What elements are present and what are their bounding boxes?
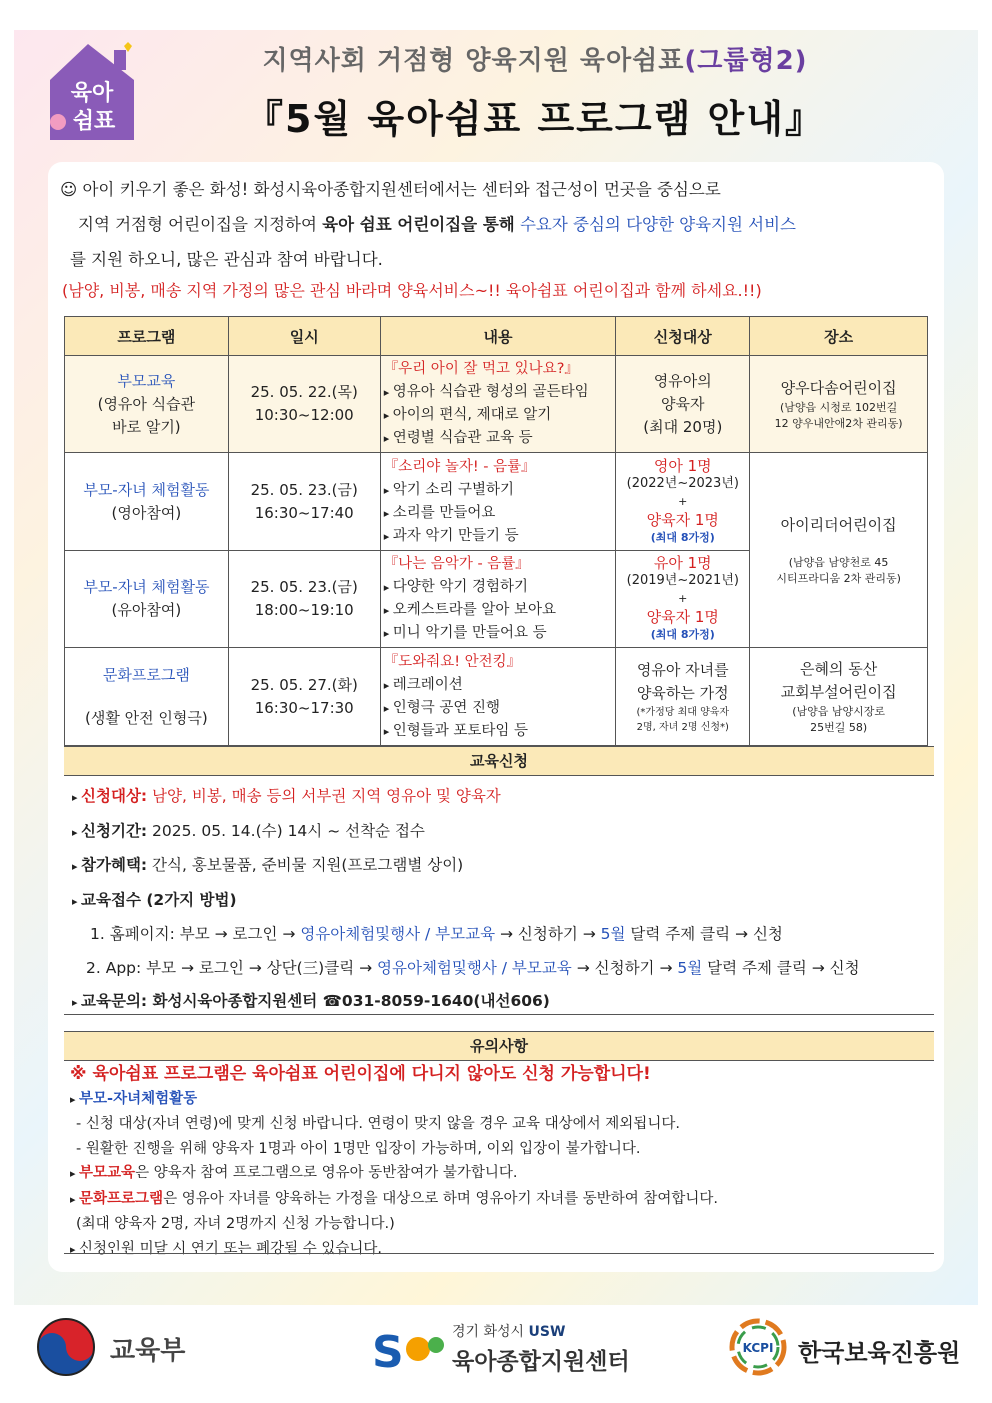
apply-web-steps: 1. 홈페이지: 부모 → 로그인 → 영유아체험및행사 / 부모교육 → 신청하기 → 5월 달력 주제 클릭 → 신청 xyxy=(90,925,783,943)
place-cell: 양우다솜어린이집 (남양읍 시청로 102번길 12 양우내안애2차 관리동) xyxy=(750,356,928,453)
date-cell: 25. 05. 23.(금) 16:30~17:40 xyxy=(228,453,380,551)
svg-text:S: S xyxy=(372,1327,404,1378)
content-cell: 『나는 음악가 - 음률』 ▸ 다양한 악기 경험하기 ▸ 오케스트라를 알아 보아요 ▸ 미니 악기를 만들어요 등 xyxy=(380,551,616,648)
th-date: 일시 xyxy=(228,317,380,356)
page-title: 『5월 육아쉼표 프로그램 안내』 xyxy=(245,97,825,141)
notes-section xyxy=(70,1062,930,1262)
target-cell: 영유아의 양육자 (최대 20명) xyxy=(616,356,750,453)
notes-line-5: (최대 양육자 2명, 자녀 2명까지 신청 가능합니다.) xyxy=(76,1216,395,1232)
program-table xyxy=(64,316,928,746)
apply-period: ▸ 신청기간: 2025. 05. 14.(수) 14시 ~ 선착순 접수 xyxy=(72,815,932,850)
target-cell: 영아 1명 (2022년~2023년) + 양육자 1명 (최대 8가정) xyxy=(616,453,750,551)
intro-line-3: 를 지원 하오니, 많은 관심과 참여 바랍니다. xyxy=(70,250,383,269)
target-cell: 유아 1명 (2019년~2021년) + 양육자 1명 (최대 8가정) xyxy=(616,551,750,648)
kcpi-badge-text: KCPI xyxy=(742,1341,774,1355)
kcpi-icon xyxy=(726,1315,790,1379)
taeguk-icon xyxy=(34,1315,98,1379)
intro-line-1: ☺ 아이 키우기 좋은 화성! 화성시육아종합지원센터에서는 센터와 접근성이 먼곳을 중심으로 xyxy=(60,180,721,199)
page-subtitle: 지역사회 거점형 양육지원 육아쉼표(그룹형2) xyxy=(262,46,808,76)
content-cell: 『도와줘요! 안전킹』 ▸ 레크레이션 ▸ 인형극 공연 진행 ▸ 인형들과 포토타임 등 xyxy=(380,648,616,746)
moe-text: 교육부 xyxy=(110,1336,186,1366)
th-place: 장소 xyxy=(750,317,928,356)
content-cell: 『소리야 놀자! - 음률』 ▸ 악기 소리 구별하기 ▸ 소리를 만들어요 ▸ 과자 악기 만들기 등 xyxy=(380,453,616,551)
target-cell: 영유아 자녀를 양육하는 가정 (*가정당 최대 양육자 2명, 자녀 2명 신청*) xyxy=(616,648,750,746)
date-cell: 25. 05. 22.(목) 10:30~12:00 xyxy=(228,356,380,453)
program-cell: 문화프로그램 (생활 안전 인형극) xyxy=(65,648,229,746)
notes-line-6: ▸ 신청인원 미달 시 연기 또는 폐강될 수 있습니다. xyxy=(70,1240,383,1257)
hwaseong-icon xyxy=(370,1315,450,1379)
hwaseong-small-text: 경기 화성시 USW xyxy=(452,1324,566,1340)
notes-line-3: ▸ 부모교육은 양육자 참여 프로그램으로 영유아 동반참여가 불가합니다. xyxy=(70,1165,518,1181)
th-content: 내용 xyxy=(380,317,616,356)
table-header-row xyxy=(65,317,928,356)
program-cell: 부모교육 (영유아 식습관 바로 알기) xyxy=(65,356,229,453)
logo-text-2: 쉼표 xyxy=(72,109,116,134)
th-program: 프로그램 xyxy=(65,317,229,356)
kcpi-text: 한국보육진흥원 xyxy=(798,1339,961,1367)
notes-subtitle: ▸ 부모-자녀체험활동 xyxy=(70,1090,198,1107)
footer-logos xyxy=(0,1310,992,1400)
apply-method: ▸ 교육접수 (2가지 방법) xyxy=(72,884,932,919)
notes-line-2: - 원활한 진행을 위해 양육자 1명과 아이 1명만 입장이 가능하며, 이외 입장이 불가합니다. xyxy=(76,1140,641,1157)
table-row xyxy=(65,648,928,746)
program-cell: 부모-자녀 체험활동 (유아참여) xyxy=(65,551,229,648)
intro-text xyxy=(60,172,940,277)
kcpi-logo xyxy=(726,1315,966,1385)
apply-target: ▸ 신청대상: 남양, 비봉, 매송 등의 서부권 지역 영유아 및 양육자 xyxy=(72,780,932,815)
content-cell: 『우리 아이 잘 먹고 있나요?』 ▸ 영유아 식습관 형성의 골든타임 ▸ 아이의 편식, 제대로 알기 ▸ 연령별 식습관 교육 등 xyxy=(380,356,616,453)
apply-contact: ▸ 교육문의: 화성시육아종합지원센터 ☎031-8059-1640(내선606) xyxy=(72,985,932,1020)
yuka-swimpyo-logo xyxy=(44,40,140,145)
hwaseong-big-text: 육아종합지원센터 xyxy=(452,1349,630,1375)
notes-heading: 유의사항 xyxy=(64,1031,934,1061)
hwaseong-center-logo xyxy=(370,1315,630,1385)
apply-heading: 교육신청 xyxy=(64,746,934,776)
apply-section xyxy=(72,780,932,1020)
notes-line-4: ▸ 문화프로그램은 영유아 자녀를 양육하는 가정을 대상으로 하며 영유아기 자녀를 동반하여 참여합니다. xyxy=(70,1190,719,1207)
intro-note: (남양, 비봉, 매송 지역 가정의 많은 관심 바라며 양육서비스~!! 육아쉼표 어린이집과 함께 하세요.!!) xyxy=(62,281,762,300)
apply-benefit: ▸ 참가혜택: 간식, 홍보물품, 준비물 지원(프로그램별 상이) xyxy=(72,849,932,884)
date-cell: 25. 05. 23.(금) 18:00~19:10 xyxy=(228,551,380,648)
intro-line-2: 지역 거점형 어린이집을 지정하여 육아 쉼표 어린이집을 통해 수요자 중심의 다양한 양육지원 서비스 xyxy=(78,215,796,234)
moe-logo xyxy=(34,1315,214,1385)
notes-main: ※ 육아쉼표 프로그램은 육아쉼표 어린이집에 다니지 않아도 신청 가능합니다! xyxy=(70,1064,651,1084)
place-cell-shared: 아이리더어린이집 (남양읍 남양천로 45 시티프라디움 2차 관리동) xyxy=(750,453,928,648)
table-row xyxy=(65,356,928,453)
divider xyxy=(64,1253,934,1254)
apply-app-steps: 2. App: 부모 → 로그인 → 상단(三)클릭 → 영유아체험및행사 / 부모교육 → 신청하기 → 5월 달력 주제 클릭 → 신청 xyxy=(86,958,860,977)
th-target: 신청대상 xyxy=(616,317,750,356)
program-cell: 부모-자녀 체험활동 (영아참여) xyxy=(65,453,229,551)
divider xyxy=(64,1014,934,1015)
notes-line-1: - 신청 대상(자녀 연령)에 맞게 신청 바랍니다. 연령이 맞지 않을 경우 교육 대상에서 제외됩니다. xyxy=(76,1116,680,1132)
date-cell: 25. 05. 27.(화) 16:30~17:30 xyxy=(228,648,380,746)
table-row xyxy=(65,453,928,551)
logo-text-1: 육아 xyxy=(70,81,114,106)
place-cell: 은혜의 동산 교회부설어린이집 (남양읍 남양시장로 25번길 58) xyxy=(750,648,928,746)
